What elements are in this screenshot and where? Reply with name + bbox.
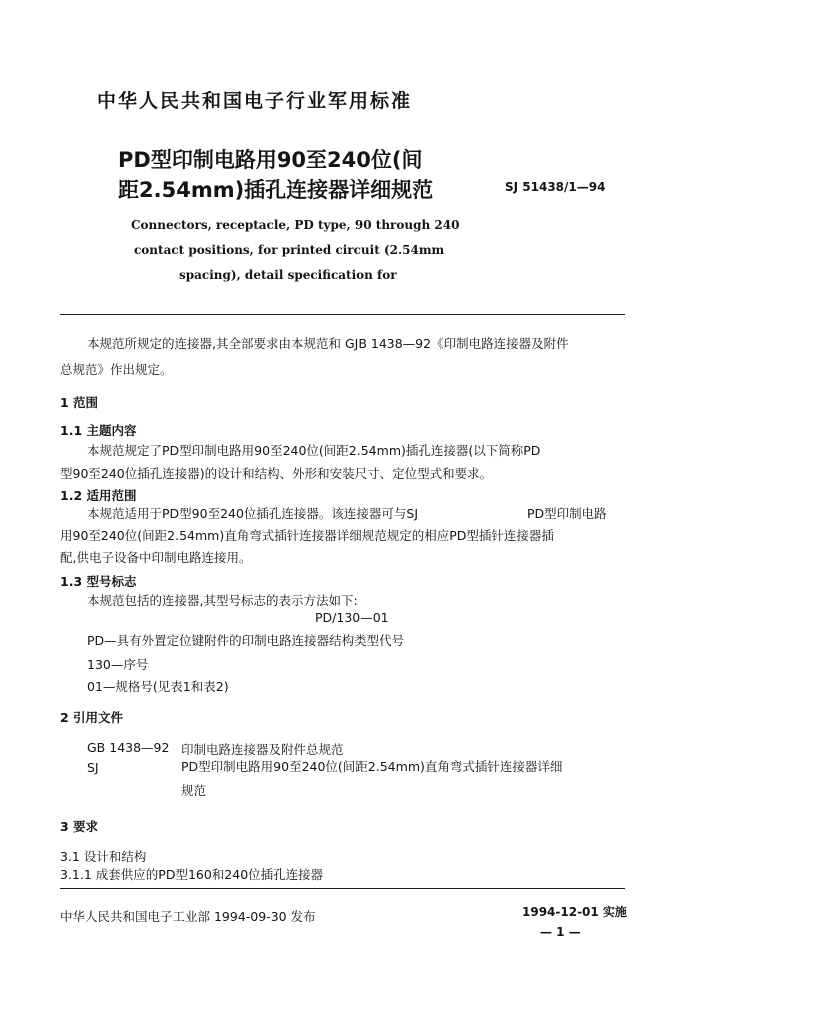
section-1-1-text-line-1: 本规范规定了PD型印制电路用90至240位(间距2.54mm)插孔连接器(以下简称PD bbox=[87, 443, 541, 458]
reference-2-code: SJ bbox=[87, 760, 99, 775]
model-designation-example: PD/130—01 bbox=[315, 610, 389, 625]
issue-date: 中华人民共和国电子工业部 1994-09-30 发布 bbox=[60, 909, 316, 924]
section-3-heading: 3 要求 bbox=[60, 819, 99, 834]
section-1-3-heading: 1.3 型号标志 bbox=[60, 574, 137, 589]
reference-2-title-line-2: 规范 bbox=[181, 783, 207, 798]
section-3-1-1-text: 3.1.1 成套供应的PD型160和240位插孔连接器 bbox=[60, 867, 324, 882]
document-title-line-2: 距2.54mm)插孔连接器详细规范 bbox=[118, 178, 434, 202]
intro-paragraph-line-2: 总规范》作出规定。 bbox=[60, 362, 173, 377]
footer-divider bbox=[60, 888, 625, 889]
document-title-line-1: PD型印制电路用90至240位(间 bbox=[118, 148, 423, 172]
page-number: — 1 — bbox=[540, 925, 581, 939]
model-designation-part-type: PD—具有外置定位键附件的印制电路连接器结构类型代号 bbox=[87, 633, 405, 648]
reference-1-code: GB 1438—92 bbox=[87, 740, 170, 755]
intro-paragraph-line-1: 本规范所规定的连接器,其全部要求由本规范和 GJB 1438—92《印制电路连接器及附件 bbox=[87, 336, 569, 351]
section-1-heading: 1 范围 bbox=[60, 395, 99, 410]
reference-2-title-line-1: PD型印制电路用90至240位(间距2.54mm)直角弯式插针连接器详细 bbox=[181, 759, 563, 774]
english-title-line-1: Connectors, receptacle, PD type, 90 through 240 bbox=[131, 218, 460, 232]
issuing-organization: 中华人民共和国电子行业军用标准 bbox=[97, 90, 413, 112]
section-1-3-text-line-1: 本规范包括的连接器,其型号标志的表示方法如下: bbox=[87, 593, 358, 608]
section-1-2-text-line-1-end: PD型印制电路 bbox=[527, 506, 607, 521]
standard-number: SJ 51438/1—94 bbox=[505, 180, 606, 194]
model-designation-part-serial: 130—序号 bbox=[87, 657, 149, 672]
implementation-date: 1994-12-01 实施 bbox=[522, 905, 627, 919]
section-1-1-text-line-2: 型90至240位插孔连接器)的设计和结构、外形和安装尺寸、定位型式和要求。 bbox=[60, 466, 493, 481]
reference-1-title: 印制电路连接器及附件总规范 bbox=[181, 742, 344, 757]
section-1-2-heading: 1.2 适用范围 bbox=[60, 488, 137, 503]
header-divider bbox=[60, 314, 625, 315]
section-2-heading: 2 引用文件 bbox=[60, 710, 124, 725]
section-1-2-text-line-3: 配,供电子设备中印制电路连接用。 bbox=[60, 550, 252, 565]
model-designation-part-spec: 01—规格号(见表1和表2) bbox=[87, 679, 229, 694]
section-1-1-heading: 1.1 主题内容 bbox=[60, 423, 137, 438]
section-1-2-text-line-2: 用90至240位(间距2.54mm)直角弯式插针连接器详细规范规定的相应PD型插针连接器插 bbox=[60, 528, 554, 543]
english-title-line-3: spacing), detail specification for bbox=[179, 268, 397, 282]
english-title-line-2: contact positions, for printed circuit (2.54mm bbox=[134, 243, 445, 257]
section-1-2-text-line-1: 本规范适用于PD型90至240位插孔连接器。该连接器可与SJ bbox=[87, 506, 419, 521]
section-3-1-heading: 3.1 设计和结构 bbox=[60, 849, 147, 864]
